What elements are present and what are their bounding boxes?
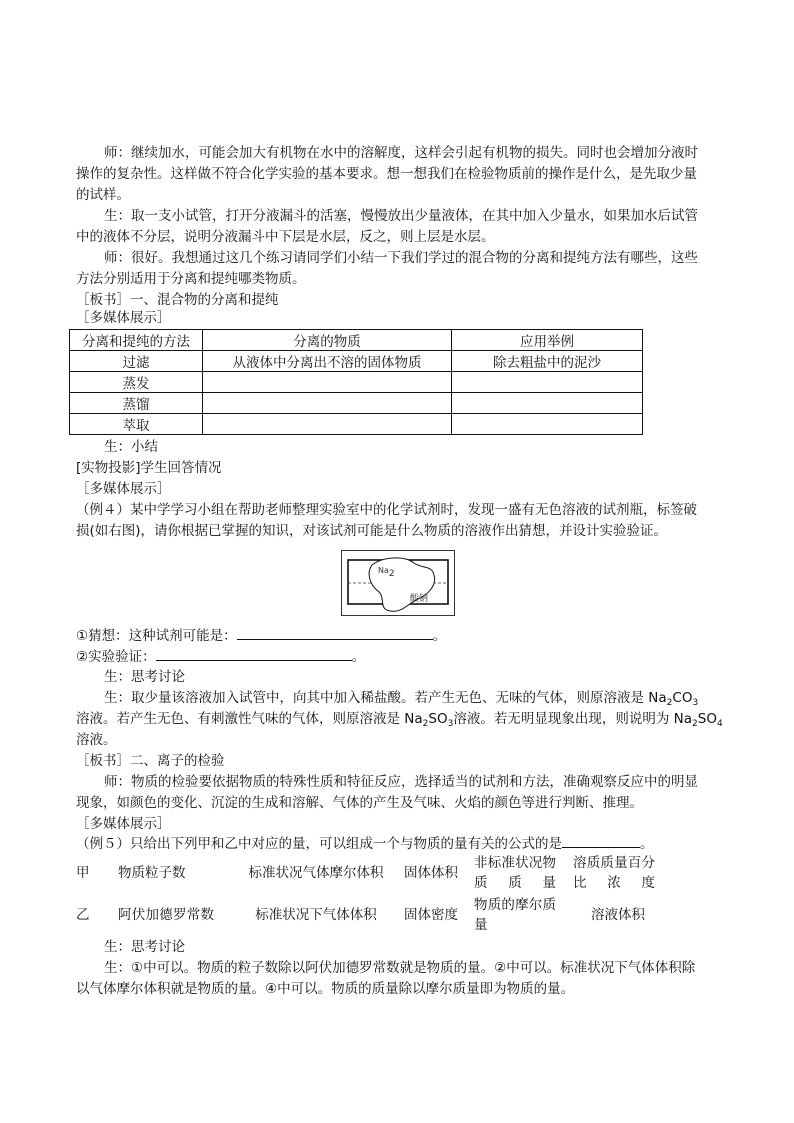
figure-label-na: $Na_2$ bbox=[378, 566, 395, 579]
table-cell bbox=[203, 393, 452, 414]
table-cell: 物质粒子数 bbox=[118, 865, 186, 881]
table-cell bbox=[452, 372, 643, 393]
para-line: [实物投影]学生回答情况 bbox=[76, 460, 222, 476]
table-cell: 溶质质量百分比浓度 bbox=[573, 855, 655, 891]
table-cell: 固体密度 bbox=[404, 907, 458, 923]
para-line: （例５）只给出下列甲和乙中对应的量，可以组成一个与物质的量有关的公式的是 。 bbox=[76, 833, 722, 855]
table-row bbox=[70, 393, 643, 414]
table-row bbox=[70, 414, 643, 435]
table-cell: 蒸发 bbox=[70, 372, 203, 393]
table-cell: 非标准状况物质质量 bbox=[474, 855, 556, 891]
table-cell: 萃取 bbox=[70, 414, 203, 435]
table-cell: 乙 bbox=[76, 907, 90, 923]
table-header-row bbox=[70, 330, 643, 351]
para-line: 生：小结 bbox=[104, 439, 158, 455]
table-cell bbox=[452, 393, 643, 414]
para-line: 生：取一支小试管，打开分液漏斗的活塞，慢慢放出少量液体，在其中加入少量水，如果加水后试管 bbox=[104, 208, 698, 224]
para-line: 损(如右图)，请你根据已掌握的知识，对该试剂可能是什么物质的溶液作出猜想，并设计实验验证。 bbox=[76, 523, 668, 539]
para-line: 生：取少量该溶液加入试管中，向其中加入稀盐酸。若产生无色、无味的气体，则原溶液是 $Na_2CO_3$ bbox=[104, 690, 699, 708]
para-line: 现象，如颜色的变化、沉淀的生成和溶解、气体的产生及气味、火焰的颜色等进行判断、推理。 bbox=[76, 795, 643, 811]
guess-question: ①猜想：这种试剂可能是： 。 bbox=[76, 625, 722, 647]
header-cell: 应用举例 bbox=[452, 330, 643, 351]
table-cell: 甲 bbox=[76, 865, 90, 881]
media-label: ［多媒体展示］ bbox=[76, 816, 171, 832]
table-row bbox=[70, 351, 643, 372]
para-line: （例４）某中学学习小组在帮助老师整理实验室中的化学试剂时，发现一盛有无色溶液的试剂瓶，标签破 bbox=[76, 502, 697, 518]
para-line: 生：①中可以。物质的粒子数除以阿伏加德罗常数就是物质的量。②中可以。标准状况下气体体积除 bbox=[104, 960, 696, 976]
para-line: 方法分别适用于分离和提纯哪类物质。 bbox=[76, 271, 306, 287]
answer-blank bbox=[237, 625, 433, 640]
figure-label-suffix: 酸钠 bbox=[410, 594, 429, 604]
bottle-label-drawing bbox=[342, 551, 454, 615]
table-cell: 蒸馏 bbox=[70, 393, 203, 414]
para-line: 师：继续加水，可能会加大有机物在水中的溶解度，这样会引起有机物的损失。同时也会增加分液时 bbox=[104, 145, 698, 161]
table-cell: 溶液体积 bbox=[591, 907, 645, 923]
para-line: 师：物质的检验要依据物质的特殊性质和特征反应，选择适当的试剂和方法，准确观察反应中的明显 bbox=[104, 774, 698, 790]
media-label: ［多媒体展示］ bbox=[76, 481, 171, 497]
para-line: 中的液体不分层，说明分液漏斗中下层是水层，反之，则上层是水层。 bbox=[76, 229, 495, 245]
table-cell: 物质的摩尔质量 bbox=[474, 897, 556, 933]
table-cell bbox=[452, 414, 643, 435]
board-heading: ［板书］二、离子的检验 bbox=[76, 753, 225, 769]
table-cell: 除去粗盐中的泥沙 bbox=[452, 351, 643, 372]
table-cell: 固体体积 bbox=[404, 865, 458, 881]
table-cell: 标准状况气体摩尔体积 bbox=[248, 865, 384, 881]
para-line: 操作的复杂性。这样做不符合化学实验的基本要求。想一想我们在检验物质前的操作是什么，是先取少量 bbox=[76, 166, 697, 182]
verify-question: ②实验验证： 。 bbox=[76, 646, 722, 668]
table-cell: 标准状况下气体体积 bbox=[255, 907, 377, 923]
quantity-options-table bbox=[76, 852, 666, 936]
media-label: ［多媒体展示］ bbox=[76, 310, 171, 326]
para-line: 生：思考讨论 bbox=[104, 669, 185, 685]
table-row bbox=[70, 372, 643, 393]
header-cell: 分离和提纯的方法 bbox=[70, 330, 203, 351]
answer-blank bbox=[156, 646, 352, 661]
para-line: 师：很好。我想通过这几个练习请同学们小结一下我们学过的混合物的分离和提纯方法有哪些，这些 bbox=[104, 250, 698, 266]
board-heading: ［板书］一、混合物的分离和提纯 bbox=[76, 292, 279, 308]
para-line: 生：思考讨论 bbox=[104, 939, 185, 955]
table-cell bbox=[203, 372, 452, 393]
para-line: 的试样。 bbox=[76, 187, 130, 203]
table-cell: 阿伏加德罗常数 bbox=[118, 907, 214, 923]
table-row bbox=[76, 852, 666, 894]
para-line: 溶液。若产生无色、有刺激性气味的气体，则原溶液是 $Na_2SO_3$溶液。若无明显现象出现，则说明为 $Na_2SO_4$ bbox=[76, 711, 723, 729]
header-cell: 分离的物质 bbox=[203, 330, 452, 351]
answer-blank bbox=[562, 833, 640, 848]
para-line: 溶液。 bbox=[76, 732, 117, 748]
table-cell: 过滤 bbox=[70, 351, 203, 372]
table-cell bbox=[203, 414, 452, 435]
para-line: 以气体摩尔体积就是物质的量。④中可以。物质的质量除以摩尔质量即为物质的量。 bbox=[76, 981, 575, 997]
table-cell: 从液体中分离出不溶的固体物质 bbox=[203, 351, 452, 372]
table-row bbox=[76, 894, 666, 936]
broken-label-bottle-figure bbox=[341, 550, 455, 616]
separation-methods-table bbox=[69, 329, 643, 435]
